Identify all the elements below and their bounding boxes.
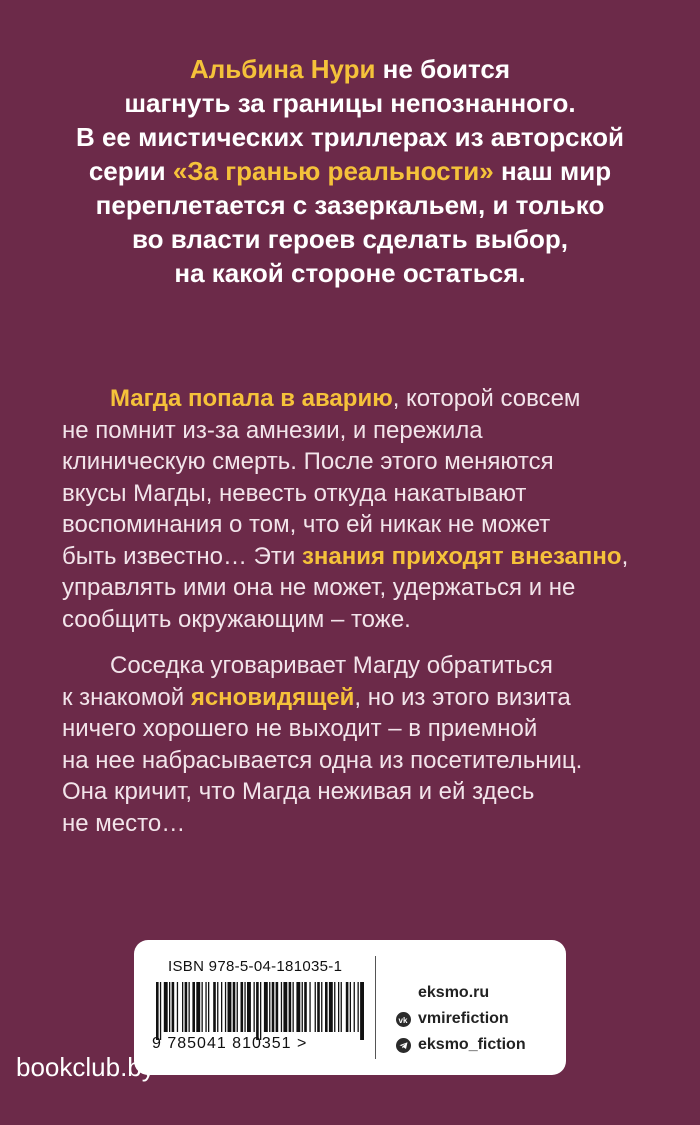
barcode-digits: 9 785041 810351 > (152, 1035, 308, 1052)
publisher-site[interactable]: eksmo.ru (418, 984, 490, 1001)
publisher-contacts (396, 980, 526, 1058)
author-name: Альбина Нури (189, 54, 376, 84)
synopsis-paragraph-2: Соседка уговаривает Магду обратиться к знакомой ясновидящей, но из этого визита ничего хорошего не выходит – в приемной на нее набрасывается одна из посетительниц. Она кричит, что Магда неживая и ей здесь не место… (62, 652, 583, 837)
telegram-link[interactable]: eksmo_fiction (396, 1032, 526, 1058)
series-name: «За гранью реальности» (172, 156, 494, 186)
vk-icon (396, 1012, 411, 1027)
svg-text:vk: vk (398, 1015, 408, 1025)
vk-link[interactable]: vk vmirefiction (396, 1006, 526, 1032)
author-intro: Альбина Нури не боится шагнуть за границы непознанного. В ее мистических триллерах из авторской серии «За гранью реальности» наш мир переплетается с зазеркальем, и только во власти героев сделать выбор, на какой стороне остаться. (75, 54, 625, 288)
synopsis-paragraph-1: Магда попала в аварию, которой совсем не помнит из-за амнезии, и пережила клиническую смерть. После этого меняются вкусы Магды, невесть откуда накатывают воспоминания о том, что ей никак не может быть известно… Эти знания приходят внезапно, управлять ими она не может, удержаться и не сообщить окружающим – тоже. (62, 385, 629, 633)
barcode-panel (134, 940, 566, 1075)
watermark[interactable]: bookclub.by (16, 1052, 155, 1082)
isbn-number: ISBN 978-5-04-181035-1 (168, 958, 343, 975)
divider (375, 956, 376, 1059)
telegram-icon (396, 1038, 411, 1053)
